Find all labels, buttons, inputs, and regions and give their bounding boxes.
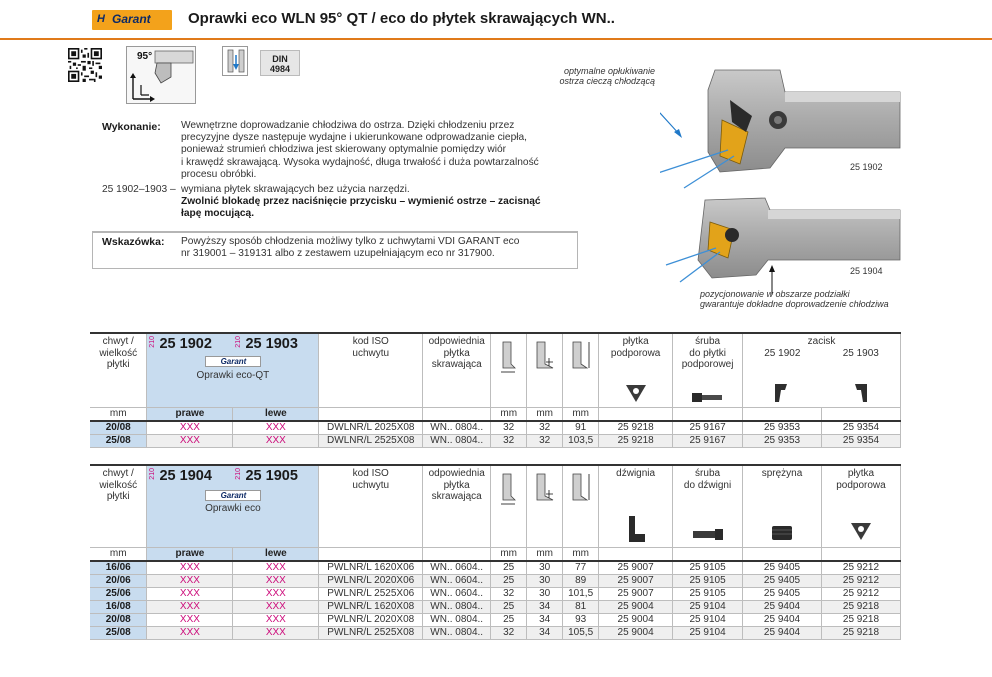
article-number-left: 25 1903: [245, 336, 298, 352]
unit-mm: mm: [90, 547, 147, 561]
table-row: 25/08 XXX XXX PWLNR/L 2525X08 WN.. 0804.. 32 34 105,5 25 9004 25 9104 25 9404 25 9218: [90, 626, 901, 639]
din-norm-badge: [260, 50, 300, 76]
wykonanie-text: Wewnętrzne doprowadzanie chłodziwa do ostrza. Dzięki chłodzeniu przez precyzyjne dysze następuje wydajne i ukierunkowane odprowadzanie ciepła, ponieważ strumień chłodziwa jest skierowany optymalnie pomiędzy wiór i krawędź skrawającą. Wysoka wydajność, długa trwałość i duża powtarzalność procesu obróbki.: [181, 120, 539, 180]
right-label: prawe: [147, 547, 233, 561]
page-title: Oprawki eco WLN 95° QT / eco do płytek skrawających WN..: [188, 10, 615, 27]
badge-210: 210: [149, 468, 157, 480]
col-iso-header: kod ISO uchwytu: [319, 333, 423, 407]
garant-logo-text: Garant: [112, 12, 151, 26]
table-row: 20/06 XXX XXX PWLNR/L 2020X06 WN.. 0604.. 25 30 89 25 9007 25 9105 25 9405 25 9212: [90, 574, 901, 587]
col-clamp-header: zacisk 25 1902 25 1903: [743, 333, 901, 407]
caption-top: optymalne opłukiwanie ostrza cieczą chłodzącą: [559, 66, 655, 86]
badge-210: 210: [149, 336, 157, 348]
left-label: lewe: [233, 407, 319, 421]
table-row: 20/08 XXX XXX PWLNR/L 2020X08 WN.. 0804.. 25 34 93 25 9004 25 9104 25 9404 25 9218: [90, 613, 901, 626]
coolant-icon: [223, 47, 249, 77]
table-holders-eco-qt: [90, 332, 901, 448]
image-code-2: 25 1904: [850, 266, 883, 276]
table2-header-row: [90, 465, 901, 547]
unit-mm-l: mm: [563, 547, 599, 561]
dim-b-icon: [527, 465, 563, 547]
clamp-sub-2: 25 1903: [842, 347, 879, 359]
col-size-header: chwyt / wielkość płytki: [90, 465, 147, 547]
range-bold-text: Zwolnić blokadę przez naciśnięcie przycisku – wymienić ostrze – zacisnąć łapę mocującą.: [181, 196, 541, 220]
table1-header-row: [90, 333, 901, 407]
garant-mini-logo: Garant: [205, 490, 261, 501]
hint-text: Powyższy sposób chłodzenia możliwy tylko z uchwytami VDI GARANT eco nr 319001 – 319131 albo z zestawem uzupełniającym eco nr 317900.: [181, 236, 520, 260]
internal-coolant-pictogram: [222, 46, 248, 76]
unit-mm-b: mm: [527, 407, 563, 421]
support-plate-icon: [623, 382, 649, 404]
group-label: Oprawki eco: [205, 503, 261, 514]
image-code-1: 25 1902: [850, 162, 883, 172]
unit-mm-l: mm: [563, 407, 599, 421]
page-header: [0, 0, 992, 40]
angle-label: 95°: [137, 51, 153, 62]
clamp-sub-1: 25 1902: [764, 347, 801, 359]
article-header: [147, 333, 319, 407]
table2-unit-row: [90, 547, 901, 561]
badge-210-b: 210: [235, 336, 243, 348]
col-iso-header: kod ISO uchwytu: [319, 465, 423, 547]
article-number-right: 25 1902: [159, 336, 212, 352]
left-label: lewe: [233, 547, 319, 561]
table1-unit-row: [90, 407, 901, 421]
col-insert-header: odpowiednia płytka skrawająca: [423, 333, 491, 407]
table-row: 20/08 XXX XXX DWLNR/L 2025X08 WN.. 0804.. 32 32 91 25 9218 25 9167 25 9353 25 9354: [90, 421, 901, 435]
dim-l-icon: [563, 465, 599, 547]
table-row: 16/08 XXX XXX PWLNR/L 1620X08 WN.. 0804.. 25 34 81 25 9004 25 9104 25 9404 25 9218: [90, 600, 901, 613]
screw-icon: [690, 390, 726, 404]
caption-bottom: pozycjonowanie w obszarze podziałki gwarantuje dokładne doprowadzenie chłodziwa: [700, 289, 889, 309]
col-support-header: płytka podporowa: [821, 465, 900, 547]
unit-mm-b: mm: [527, 547, 563, 561]
dim-h-icon: [491, 333, 527, 407]
table-row: 16/06 XXX XXX PWLNR/L 1620X06 WN.. 0604.. 25 30 77 25 9007 25 9105 25 9405 25 9212: [90, 561, 901, 575]
range-text: wymiana płytek skrawających bez użycia narzędzi.: [181, 184, 410, 195]
group-label: Oprawki eco-QT: [196, 370, 270, 381]
col-size-header: chwyt / wielkość płytki: [90, 333, 147, 407]
table-holders-eco: [90, 464, 901, 640]
lever-icon: [625, 514, 647, 544]
article-number-right: 25 1904: [159, 468, 212, 484]
unit-mm-h: mm: [491, 547, 527, 561]
dim-b-icon: [527, 333, 563, 407]
clamp-icon-left: [851, 382, 871, 404]
col-lever-screw-header: śruba do dźwigni: [673, 465, 743, 547]
support-plate-icon: [848, 520, 874, 542]
unit-mm-h: mm: [491, 407, 527, 421]
dim-l-icon: [563, 333, 599, 407]
angle-95-pictogram: [126, 46, 196, 104]
qr-code-icon: [68, 48, 102, 82]
spring-icon: [769, 524, 795, 542]
col-insert-header: odpowiednia płytka skrawająca: [423, 465, 491, 547]
garant-logo-mark: H: [97, 13, 105, 25]
article-header: [147, 465, 319, 547]
col-screw-header: śruba do płytki podporowej: [673, 333, 743, 407]
article-number-left: 25 1905: [245, 468, 298, 484]
garant-mini-logo: Garant: [205, 356, 261, 367]
right-label: prawe: [147, 407, 233, 421]
lever-screw-icon: [691, 528, 725, 542]
dim-h-icon: [491, 465, 527, 547]
range-label: 25 1902–1903 –: [102, 184, 176, 195]
col-support-header: płytka podporowa: [599, 333, 673, 407]
col-lever-header: dźwignia: [599, 465, 673, 547]
unit-mm: mm: [90, 407, 147, 421]
table-row: 25/08 XXX XXX DWLNR/L 2525X08 WN.. 0804.. 32 32 103,5 25 9218 25 9167 25 9353 25 9354: [90, 434, 901, 447]
badge-210-b: 210: [235, 468, 243, 480]
clamp-icon-right: [771, 382, 791, 404]
garant-logo: [92, 10, 172, 30]
col-spring-header: sprężyna: [743, 465, 822, 547]
wykonanie-label: Wykonanie:: [102, 121, 161, 133]
din-label: DIN 4984: [269, 54, 291, 74]
table-row: 25/06 XXX XXX PWLNR/L 2525X06 WN.. 0604.. 32 30 101,5 25 9007 25 9105 25 9405 25 9212: [90, 587, 901, 600]
hint-label: Wskazówka:: [102, 236, 165, 248]
